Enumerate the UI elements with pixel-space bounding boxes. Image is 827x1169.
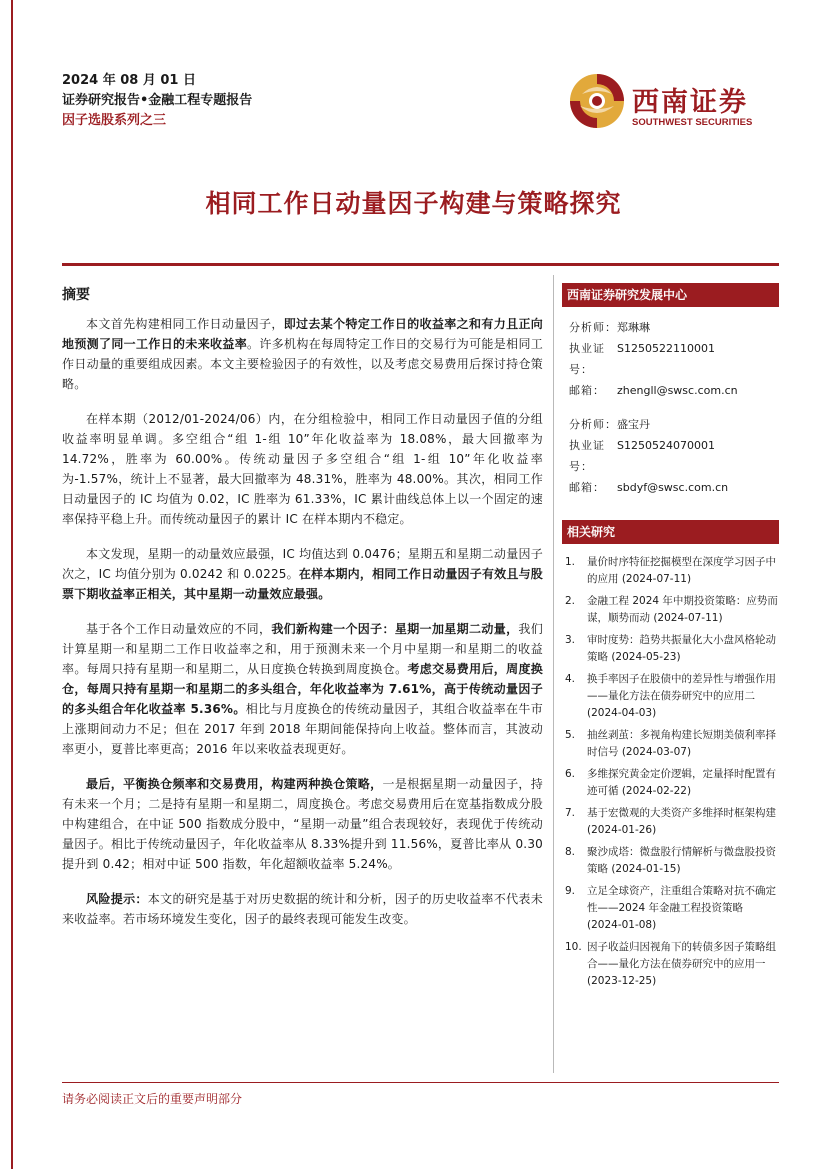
text-span: 一是根据星期一动量因子，持有未来一个月；二是持有星期一和星期二，周度换仓。考虑交易费用后在宽基指数成分股中构建组合，在中证 500 指数成分股中，“星期一动量”组合表现较好，表现优于传统动量因子。相比于传统动量因子，年化收益率从 8.33%提升到 11.56%，夏普比率从 0.30 提升到 0.42；相对中证 500 指数，年化超额收益率 5.24%。 xyxy=(62,777,543,871)
related-item-title: 金融工程 2024 年中期投资策略：应势而谋，顺势而动 (2024-07-11) xyxy=(587,595,778,624)
logo-emblem-icon xyxy=(568,72,626,130)
text-span: 。许多机构在每周特定工作日的交易行为可能是相同工作日动量的重要组成因素。本文主要检验因子的有效性，以及考虑交易费用后探讨持仓策略。 xyxy=(62,337,543,391)
text-span: 相比与月度换仓的传统动量因子，其组合收益率在牛市上涨期间动力不足；但在 2017 年到 2018 年期间能保持向上收益。整体而言，其波动率更小，夏普比率更高；2016 年以来收益表现更好。 xyxy=(62,702,543,756)
analyst-email[interactable]: zhengll@swsc.com.cn xyxy=(617,384,738,397)
field-label: 邮箱： xyxy=(569,481,605,494)
related-research-heading: 相关研究 xyxy=(562,520,779,544)
abstract-paragraph-4 xyxy=(62,619,543,759)
abstract-paragraph-1 xyxy=(62,314,543,394)
related-research-item[interactable] xyxy=(562,671,779,722)
related-item-title: 抽丝剥茧：多视角构建长短期美债利率择时信号 (2024-03-07) xyxy=(587,729,776,758)
footer-divider xyxy=(62,1082,779,1083)
related-research-item[interactable] xyxy=(562,593,779,627)
related-item-number: 4. xyxy=(565,673,576,685)
related-item-title: 量价时序特征挖掘模型在深度学习因子中的应用 (2024-07-11) xyxy=(587,556,776,585)
related-research-item[interactable] xyxy=(562,727,779,761)
related-item-number: 2. xyxy=(565,595,576,607)
risk-text: 本文的研究是基于对历史数据的统计和分析，因子的历史收益率不代表未来收益率。若市场环境发生变化，因子的最终表现可能发生改变。 xyxy=(62,892,543,926)
related-item-number: 8. xyxy=(565,846,576,858)
abstract-paragraph-2: 在样本期（2012/01-2024/06）内，在分组检验中，相同工作日动量因子值的分组收益率明显单调。多空组合“组 1-组 10”年化收益率为 18.08%，最大回撤率为 14.72%，胜率为 60.00%。传统动量因子多空组合“组 1-组 10”年化收益率为-1.57%，统计上不显著，最大回撤率为 48.31%，胜率为 48.00%。其次，相同工作日动量因子的 IC 均值为 0.02，IC 胜率为 61.33%，IC 累计曲线总体上以一个固定的速率保持平稳上升。而传统动量因子的累计 IC 在样本期内不稳定。 xyxy=(62,412,543,526)
risk-warning xyxy=(62,889,543,929)
related-item-number: 9. xyxy=(565,885,576,897)
bold-span: 我们新构建一个因子：星期一加星期二动量， xyxy=(271,622,519,636)
related-item-title: 立足全球资产，注重组合策略对抗不确定性——2024 年金融工程投资策略 (2024-01-08) xyxy=(587,885,776,931)
related-research-item[interactable] xyxy=(562,554,779,588)
analyst-email[interactable]: sbdyf@swsc.com.cn xyxy=(617,481,729,494)
related-item-title: 基于宏微观的大类资产多维择时框架构建 (2024-01-26) xyxy=(587,807,776,836)
bold-span: 最后，平衡换仓频率和交易费用，构建两种换仓策略， xyxy=(86,777,383,791)
footer-disclaimer: 请务必阅读正文后的重要声明部分 xyxy=(62,1092,243,1106)
field-label: 分析师： xyxy=(569,418,617,431)
risk-label: 风险提示： xyxy=(86,892,148,906)
text-span: 本文发现，星期一的动量效应最强，IC 均值达到 0.0476；星期五和星期二动量因子次之，IC 均值分别为 0.0242 和 0.0225。 xyxy=(62,547,543,581)
related-item-number: 7. xyxy=(565,807,576,819)
related-research-item[interactable] xyxy=(562,766,779,800)
related-research-item[interactable] xyxy=(562,844,779,878)
related-research-item[interactable] xyxy=(562,883,779,934)
related-item-title: 审时度势：趋势共振量化大小盘风格轮动策略 (2024-05-23) xyxy=(587,634,776,663)
logo-name-en: SOUTHWEST SECURITIES xyxy=(632,117,753,128)
company-logo xyxy=(568,72,778,132)
bold-span: 即过去某个特定工作日的收益率之和有力且正向地预测了同一工作日的未来收益率 xyxy=(62,317,543,351)
analyst-block xyxy=(569,317,779,498)
column-divider xyxy=(553,275,554,1073)
related-item-title: 多维探究黄金定价逻辑，定量择时配置有迹可循 (2024-02-22) xyxy=(587,768,776,797)
analyst-cert-row xyxy=(569,338,779,380)
abstract-paragraph-5 xyxy=(62,774,543,874)
field-label: 执业证号： xyxy=(569,439,605,473)
related-item-title: 因子收益归因视角下的转债多因子策略组合——量化方法在债券研究中的应用一 (2023-12-25) xyxy=(587,941,776,987)
abstract-heading: 摘要 xyxy=(62,287,90,303)
analyst-name-row xyxy=(569,414,779,435)
analyst-name: 盛宝丹 xyxy=(617,418,650,431)
bold-span: 考虑交易费用后，周度换仓，每周只持有星期一和星期二的多头组合，年化收益率为 7.61%，高于传统动量因子的多头组合年化收益率 5.36%。 xyxy=(62,662,544,716)
related-item-number: 10. xyxy=(565,941,582,953)
related-item-number: 3. xyxy=(565,634,576,646)
related-item-number: 5. xyxy=(565,729,576,741)
report-date: 2024 年 08 月 01 日 xyxy=(62,73,196,88)
analyst-name: 郑琳琳 xyxy=(617,321,650,334)
field-label: 邮箱： xyxy=(569,384,605,397)
report-series: 因子选股系列之三 xyxy=(62,113,167,128)
related-research-item[interactable] xyxy=(562,939,779,990)
field-label: 分析师： xyxy=(569,321,617,334)
related-research-list xyxy=(562,554,779,990)
research-center-heading: 西南证券研究发展中心 xyxy=(562,283,779,307)
analyst-cert-row xyxy=(569,435,779,477)
analyst-name-row xyxy=(569,317,779,338)
document-title: 相同工作日动量因子构建与策略探究 xyxy=(205,189,622,218)
related-item-title: 换手率因子在股债中的差异性与增强作用——量化方法在债券研究中的应用二 (2024-04-03) xyxy=(587,673,776,719)
report-type: 证券研究报告•金融工程专题报告 xyxy=(62,93,253,108)
related-research-item[interactable] xyxy=(562,805,779,839)
analyst-email-row xyxy=(569,477,779,498)
related-item-number: 6. xyxy=(565,768,576,780)
analyst-cert: S1250524070001 xyxy=(617,439,715,452)
title-divider xyxy=(62,263,779,266)
abstract-section xyxy=(62,284,543,944)
related-item-number: 1. xyxy=(565,556,576,568)
left-margin-rule xyxy=(11,0,13,1169)
abstract-paragraph-3 xyxy=(62,544,543,604)
analyst-cert: S1250522110001 xyxy=(617,342,715,355)
report-meta xyxy=(62,71,252,131)
analyst-email-row xyxy=(569,380,779,401)
related-research-item[interactable] xyxy=(562,632,779,666)
text-span: 我们计算星期一和星期二工作日收益率之和，用于预测未来一个月中星期一和星期二的收益率。每周只持有星期一和星期二，从日度换仓转换到周度换仓。 xyxy=(62,622,543,676)
sidebar xyxy=(562,283,779,995)
text-span: 基于各个工作日动量效应的不同， xyxy=(86,622,272,636)
field-label: 执业证号： xyxy=(569,342,605,376)
related-item-title: 聚沙成塔：微盘股行情解析与微盘股投资策略 (2024-01-15) xyxy=(587,846,776,875)
text-span: 本文首先构建相同工作日动量因子， xyxy=(86,317,284,331)
logo-name-cn: 西南证券 xyxy=(632,87,748,118)
bold-span: 在样本期内，相同工作日动量因子有效且与股票下期收益率正相关，其中星期一动量效应最强。 xyxy=(62,567,543,601)
